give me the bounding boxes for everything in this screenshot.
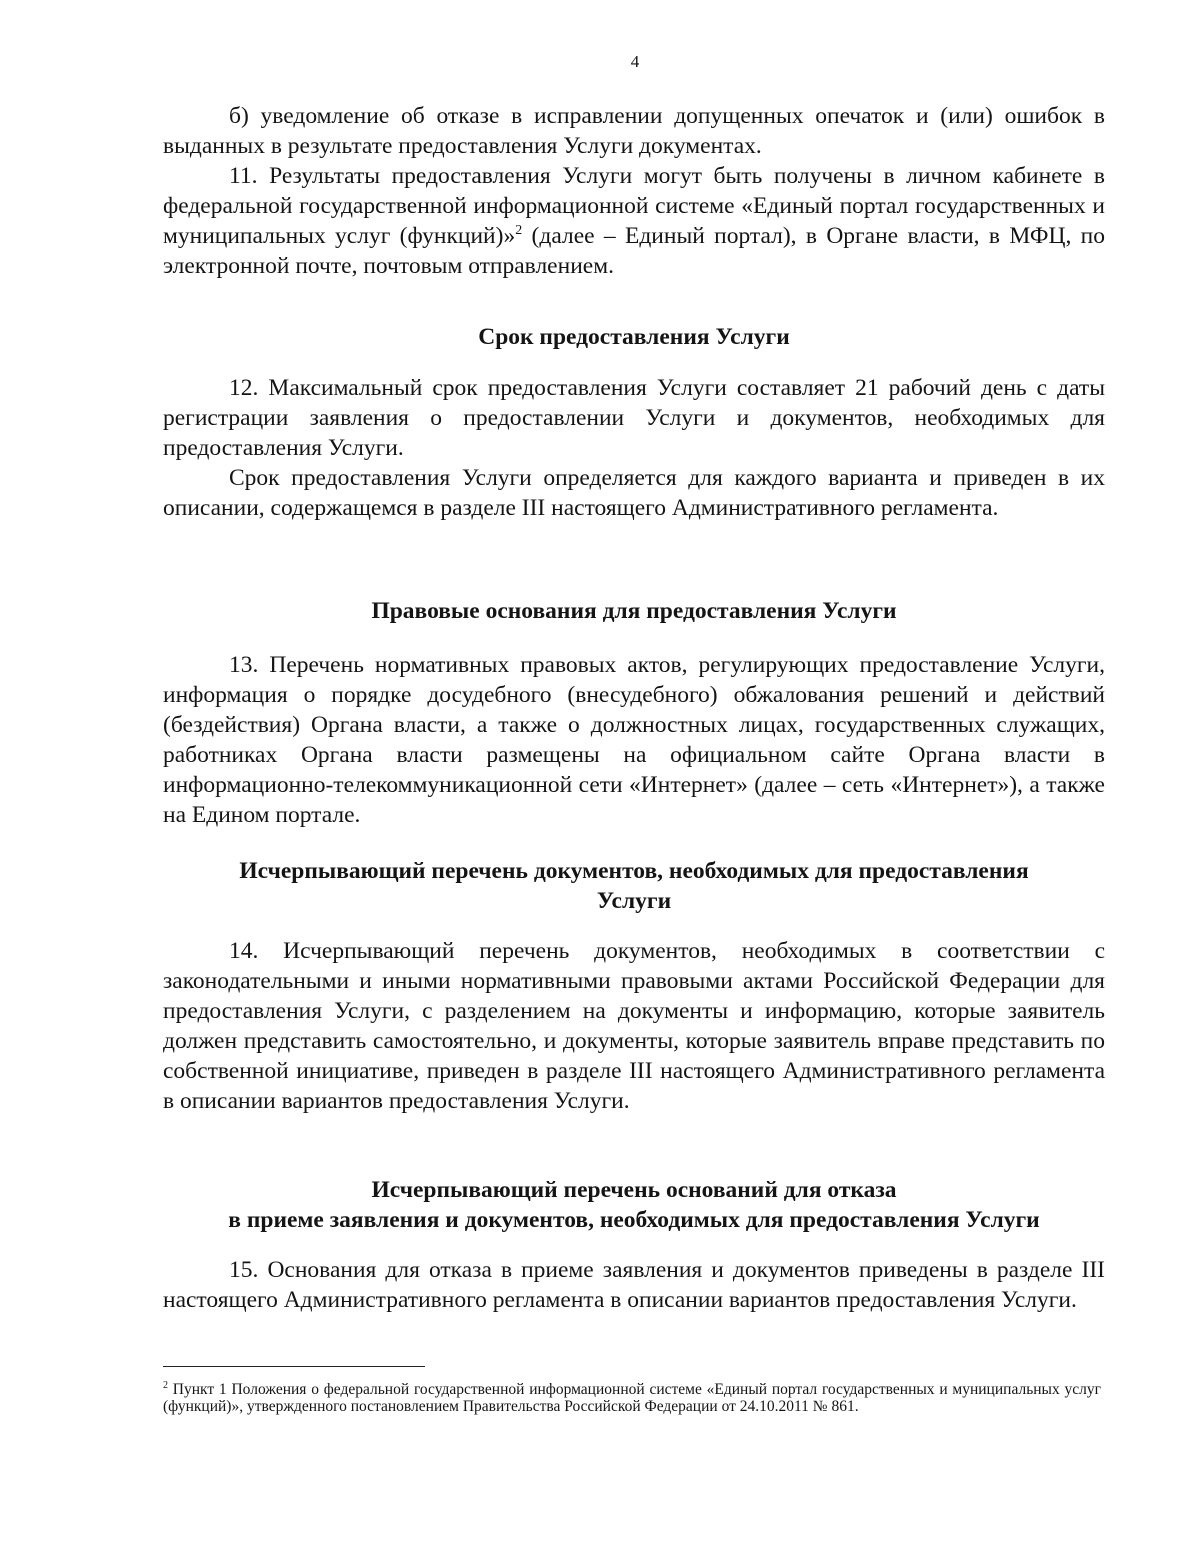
- section-heading-refusal: [163, 1175, 1105, 1235]
- section-refusal-body: [163, 1255, 1105, 1315]
- paragraph-11: [163, 161, 1105, 281]
- section-heading-docs: [163, 856, 1105, 916]
- paragraph-b: б) уведомление об отказе в исправлении допущенных опечаток и (или) ошибок в выданных в результате предоставления Услуги документах.: [163, 103, 1105, 159]
- paragraph-11-text: 11. Результаты предоставления Услуги могут быть получены в личном кабинете в федеральной государственной информационной системе «Единый портал государственных и муниципальных услуг (функций)»: [163, 163, 1105, 249]
- section-legal-body: [163, 650, 1105, 830]
- footnote-text: Пункт 1 Положения о федеральной государственной информационной системе «Единый портал государственных и муниципальных услуг (функций)», утвержденного постановлением Правительства Российской Федерации от 24.10.2011 № 861.: [163, 1381, 1101, 1415]
- section-docs-body: [163, 936, 1105, 1116]
- heading-line-1: Исчерпывающий перечень оснований для отказа: [371, 1177, 897, 1203]
- section-term-body: [163, 373, 1105, 523]
- heading-line-2: Услуги: [596, 888, 672, 914]
- footnote: [163, 1381, 1101, 1415]
- intro-block: [163, 101, 1105, 281]
- heading-text: Правовые основания для предоставления Услуги: [371, 598, 897, 624]
- section-heading-legal: [163, 596, 1105, 626]
- section-heading-term: [163, 322, 1105, 352]
- paragraph-13: 13. Перечень нормативных правовых актов, регулирующих предоставление Услуги, информация о порядке досудебного (внесудебного) обжалования решений и действий (бездействия) Органа власти, а также о должностных лицах, государственных служащих, работниках Органа власти размещены на официальном сайте Органа власти в информационно-телекоммуникационной сети «Интернет» (далее – сеть «Интернет»), а также на Едином портале.: [163, 652, 1105, 828]
- heading-line-2: в приеме заявления и документов, необходимых для предоставления Услуги: [228, 1207, 1040, 1233]
- footnote-marker: 2: [163, 1380, 168, 1391]
- footnote-ref: 2: [515, 223, 523, 238]
- heading-line-1: Исчерпывающий перечень документов, необходимых для предоставления: [239, 858, 1029, 884]
- heading-text: Срок предоставления Услуги: [478, 324, 790, 350]
- paragraph-11-text-end: (далее – Единый портал), в Органе власти, в МФЦ, по электронной почте, почтовым отправлением.: [163, 223, 1105, 279]
- paragraph-14: 14. Исчерпывающий перечень документов, необходимых в соответствии с законодательными и иными нормативными правовыми актами Российской Федерации для предоставления Услуги, с разделением на документы и информацию, которые заявитель должен представить самостоятельно, и документы, которые заявитель вправе представить по собственной инициативе, приведен в разделе III настоящего Административного регламента в описании вариантов предоставления Услуги.: [163, 938, 1105, 1114]
- page-number: 4: [630, 52, 640, 71]
- paragraph-term-variant: Срок предоставления Услуги определяется для каждого варианта и приведен в их описании, содержащемся в разделе III настоящего Административного регламента.: [163, 465, 1105, 521]
- paragraph-12: 12. Максимальный срок предоставления Услуги составляет 21 рабочий день с даты регистрации заявления о предоставлении Услуги и документов, необходимых для предоставления Услуги.: [163, 375, 1105, 461]
- paragraph-15: 15. Основания для отказа в приеме заявления и документов приведены в разделе III настоящего Административного регламента в описании вариантов предоставления Услуги.: [163, 1257, 1105, 1313]
- footnote-divider: [163, 1366, 425, 1367]
